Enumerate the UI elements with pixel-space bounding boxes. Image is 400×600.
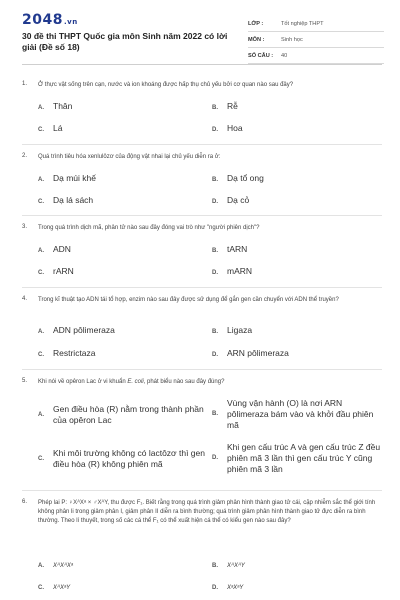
question-1: 1. Ở thực vật sống trên cạn, nước và ion khoáng được hấp thụ chủ yếu bởi cơ quan nào sau đây? A. Thân B. Rễ C. Lá D. Hoa	[22, 81, 382, 141]
option-d[interactable]: D. Dạ cỏ	[212, 195, 250, 205]
question-divider	[22, 144, 382, 145]
header-divider	[22, 64, 382, 65]
question-5: 5. Khi nói về opêron Lac ở vi khuẩn E. coli, phát biểu nào sau đây đúng? A. Gen điều hòa (R) nằm trong thành phần của opêron Lac B. Vùng vận hành (O) là nơi ARN pôlimeraza bám vào và khởi đầu phiên mã C. Khi môi trường không có lactôzơ thì gen điều hòa (R) không phiên mã D. Khi gen cấu trúc A và gen cấu trúc Z đều phiên mã 3 lần thì gen cấu trúc Y cũng phiên mã 3 lần	[22, 378, 381, 474]
option-c[interactable]: C. Dạ lá sách	[38, 195, 94, 205]
option-c[interactable]: C. XᴬXᵃY	[38, 585, 71, 591]
option-b[interactable]: B. Dạ tổ ong	[212, 173, 264, 183]
question-2: 2. Quá trình tiêu hóa xenlulôzơ của động vật nhai lại chủ yếu diễn ra ở: A. Dạ múi khế B. Dạ tổ ong C. Dạ lá sách D. Dạ cỏ	[22, 153, 382, 213]
meta-row-count: SỐ CÂU : 40	[248, 50, 384, 64]
meta-table	[248, 18, 384, 66]
option-b[interactable]: B. Vùng vận hành (O) là nơi ARN pôlimeraza bám vào và khởi đầu phiên mã	[212, 398, 374, 430]
question-divider	[22, 287, 382, 288]
option-d[interactable]: D. Hoa	[212, 123, 243, 133]
site-logo[interactable]: 2048.vn	[22, 12, 78, 28]
question-divider	[22, 215, 382, 216]
option-b[interactable]: B. Ligaza	[212, 325, 253, 335]
question-3: 3. Trong quá trình dịch mã, phân tử nào sau đây đóng vai trò như "người phiên dịch"? A. ADN B. tARN C. rARN D. mARN	[22, 224, 382, 284]
document-header	[22, 12, 382, 60]
option-a[interactable]: A. XᴬXᴬXᵃ	[38, 563, 74, 569]
option-a[interactable]: A. ADN pôlimeraza	[38, 325, 115, 335]
option-c[interactable]: C. Khi môi trường không có lactôzơ thì gen điều hòa (R) không phiên mã	[38, 448, 205, 469]
option-b[interactable]: B. XᴬXᴬY	[212, 563, 245, 569]
option-b[interactable]: B. Rễ	[212, 101, 238, 111]
option-d[interactable]: D. ARN pôlimeraza	[212, 348, 289, 358]
option-c[interactable]: C. Restrictaza	[38, 348, 96, 358]
option-d[interactable]: D. Khi gen cấu trúc A và gen cấu trúc Z đều phiên mã 3 lần thì gen cấu trúc Y cũng phiên mã 3 lần	[212, 442, 381, 474]
meta-row-class: LỚP : Tốt nghiệp THPT	[248, 18, 384, 32]
option-a[interactable]: A. Thân	[38, 101, 73, 111]
option-d[interactable]: D. mARN	[212, 266, 253, 276]
option-a[interactable]: A. ADN	[38, 244, 71, 254]
question-divider	[22, 369, 382, 370]
question-4: 4. Trong kĩ thuật tạo ADN tái tổ hợp, enzim nào sau đây được sử dụng để gắn gen cần chuyển với ADN thể truyền? A. ADN pôlimeraza B. Ligaza C. Restrictaza D. ARN pôlimeraza	[22, 296, 382, 366]
meta-row-subject: MÔN : Sinh học	[248, 34, 384, 48]
document-title: 30 đề thi THPT Quốc gia môn Sinh năm 2022 có lời giải (Đề số 18)	[22, 31, 228, 52]
option-a[interactable]: A. Dạ múi khế	[38, 173, 96, 183]
option-d[interactable]: D. XᵃXᵃY	[212, 585, 244, 591]
option-c[interactable]: C. rARN	[38, 266, 74, 276]
question-6: 6. Phép lai P: ♀XᴬXᵃ × ♂XᴬY, thu được F₁. Biết rằng trong quá trình giảm phân hình thành giao tử cái, cặp nhiễm sắc thể giới tính không phân li trong giảm phân I, giảm phân II diễn ra bình thường; quá trình giảm phân hình thành giao tử đực diễn ra bình thường. Theo lí thuyết, trong số các cá thể F₁ có thể xuất hiện cá thể có kiểu gen nào sau đây? A. XᴬXᴬXᵃ B. XᴬXᴬY C. XᴬXᵃY D. XᵃXᵃY	[22, 499, 382, 597]
option-a[interactable]: A. Gen điều hòa (R) nằm trong thành phần của opêron Lac	[38, 404, 204, 425]
question-divider	[22, 490, 382, 491]
option-b[interactable]: B. tARN	[212, 244, 248, 254]
option-c[interactable]: C. Lá	[38, 123, 63, 133]
